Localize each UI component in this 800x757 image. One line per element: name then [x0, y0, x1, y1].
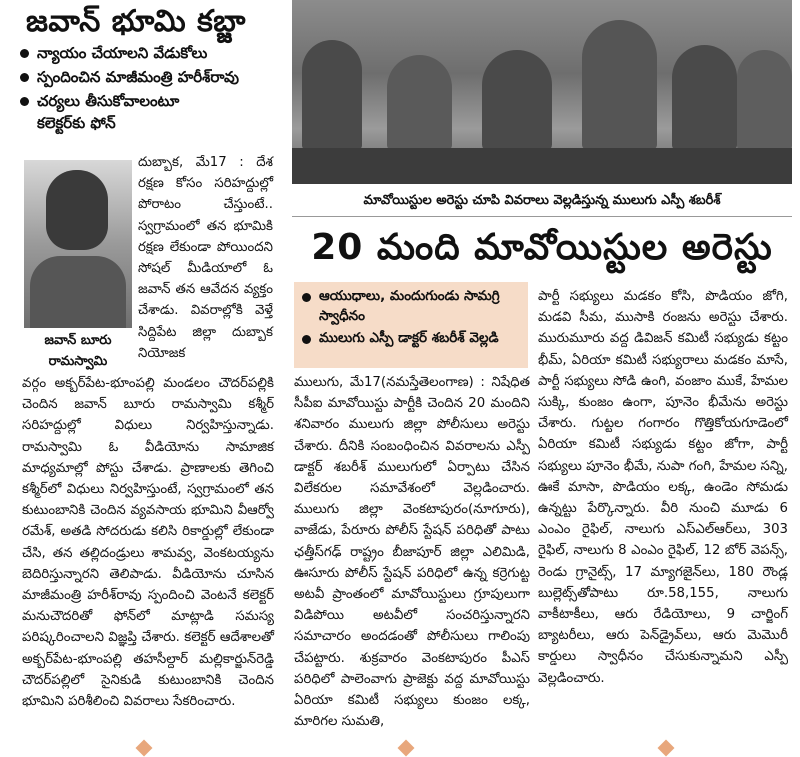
main-highlight-2 [294, 328, 528, 348]
left-bullets [18, 42, 278, 136]
left-bullet-3 [18, 90, 193, 134]
person-figure [672, 45, 737, 150]
portrait-caption-line1: జవాన్ బూరు [44, 333, 112, 348]
main-highlights [294, 282, 528, 368]
left-bullet-2-text: స్పందించిన మాజీమంత్రి హరీశ్‌రావు [37, 68, 239, 86]
person-figure [482, 50, 552, 150]
person-figure [302, 40, 362, 150]
left-bullet-1-text: న్యాయం చేయాలని వేడుకోలు [37, 44, 208, 62]
portrait-caption-line2: రామస్వామి [48, 354, 108, 369]
person-figure [737, 50, 792, 150]
left-bullet-3-text: చర్యలు తీసుకోవాలంటూ కలెక్టర్‌కు ఫోన్ [37, 92, 180, 132]
bullet-dot-icon [302, 335, 311, 344]
main-headline: 20 మంది మావోయిస్టుల అరెస్టు [311, 227, 773, 268]
person-figure [387, 55, 452, 150]
left-body-upper: దుబ్బాక, మే17 : దేశ రక్షణ కోసం సరిహద్దుల్లో పోరాటం చేస్తుంటే.. స్వగ్రామంలో తన భూమికి రక్షణ లేకుండా పోయిందని సోషల్ మీడియాలో ఓ జవాన్ తన ఆవేదన వ్యక్తం చేశాడు. వివరాల్లోకి వెళ్తే సిద్దిపేట జిల్లా దుబ్బాక నియోజక [138, 155, 273, 361]
portrait-head [46, 170, 108, 250]
main-highlight-2-text: ములుగు ఎస్పీ డాక్టర్ శబరీశ్ వెల్లడి [319, 330, 499, 346]
bullet-dot-icon [20, 97, 29, 106]
left-headline: జవాన్ భూమి కబ్జా [26, 4, 246, 39]
main-body-right: పార్టీ సభ్యులు మడకం కోసి, పొడియం జోగి, మడవి సీమ, ముసాకి రంజను అరెస్టు చేశారు. మురుమూరు వద్ద డివిజన్ కమిటీ సభ్యుడు కట్టం భీమ్, ఏరియా కమిటీ సభ్యురాలు మడకం మాసే, పార్టీ సభ్యులు సోడి ఉంగి, వంజాం ముకే, హేమల సుక్కి, కుంజం ఉంగా, పూనెం భీమేను అరెస్టు చేశారు. గుట్టల గంగారం గొత్తికోయగూడెంలో ఏరియా కమిటీ సభ్యుడు కట్టం జోగా, పార్టీ సభ్యులు పూనెం భీమే, నుపా గంగి, హేమల సన్ని, ఊకే మాసా, పొడియం లక్క, ఉండెం సోమడు ఉన్నట్టు పేర్కొన్నారు. వీరి నుంచి మూడు 6 ఎంఎం రైఫిల్, నాలుగు ఎస్ఎల్ఆర్‌లు, 303 రైఫిల్, నాలుగు 8 ఎంఎం రైఫిల్, 12 బోర్ వెపన్స్, రెండు గ్రానైట్స్, 17 మ్యాగజైన్‌లు, 180 రౌండ్ల బుల్లెట్స్‌తోపాటు రూ.58,155, నాలుగు వాకీటాకీలు, ఆరు రేడియోలు, 9 చార్జింగ్ బ్యాటరీలు, ఆరు పెన్‌డ్రైవ్‌లు, ఆరు మెమొరీ కార్డులు స్వాధీనం చేసుకున్నామని ఎస్పీ వెల్లడించారు. [538, 289, 788, 686]
jawan-portrait-photo [24, 160, 132, 328]
maoists-arrest-photo [292, 0, 792, 184]
main-photo-caption: మావోయిస్టుల అరెస్టు చూపి వివరాలు వెల్లడిస్తున్న ములుగు ఎస్పీ శబరీశ్ [292, 186, 792, 217]
portrait-caption [24, 330, 132, 372]
main-highlight-1 [294, 286, 528, 326]
left-body-lower: వర్గం అక్బర్‌పేట-భూంపల్లి మండలం చౌదర్‌పల్లికి చెందిన జవాన్ బూరు రామస్వామి కశ్మీర్ సరిహద్దుల్లో విధులు నిర్వహిస్తున్నాడు. రామస్వామి ఓ వీడియోను సామాజిక మాధ్యమాల్లో పోస్టు చేశాడు. ప్రాణాలకు తెగించి కశ్మీర్‌లో విధులు నిర్వహిస్తుంటే, స్వగ్రామంలో తన కుటుంబానికి చెందిన వ్యవసాయ భూమిని వీఆర్వో రమేశ్, అతడి సోదరుడు కలిసి రికార్డుల్లో లేకుండా చేసి, తన తల్లిదండ్రులు శామవ్వ, వెంకటయ్యను బెదిరిస్తున్నారని తెలిపాడు. వీడియోను చూసిన మాజీమంత్రి హరీశ్‌రావు స్పందించి వెంటనే కలెక్టర్ మనుచౌదరితో ఫోన్‌లో మాట్లాడి సమస్య పరిష్కరించాలని విజ్ఞప్తి చేశారు. కలెక్టర్ ఆదేశాలతో అక్బర్‌పేట-భూంపల్లి తహసీల్దార్ మల్లికార్జున్‌రెడ్డి చౌదర్‌పల్లిలో సైనికుడి కుటుంబానికి చెందిన భూమిని పరిశీలించి వివరాలు సేకరించారు. [22, 376, 274, 710]
main-highlight-1-text: ఆయుధాలు, మందుగుండు సామగ్రి స్వాధీనం [319, 288, 500, 324]
left-bullet-1 [18, 42, 278, 64]
bullet-dot-icon [20, 73, 29, 82]
portrait-body [30, 256, 126, 328]
seized-items-table [292, 148, 792, 184]
person-figure [582, 20, 657, 150]
bullet-dot-icon [302, 293, 311, 302]
main-body-middle: ములుగు, మే17(నమస్తేతెలంగాణ) : నిషేధిత సీపీఐ మావోయిస్టు పార్టీకి చెందిన 20 మందిని శనివారం ములుగు జిల్లా పోలీసులు అరెస్టు చేశారు. దీనికి సంబంధించిన వివరాలను ఎస్పీ డాక్టర్ శబరీశ్ ములుగులో ఏర్పాటు చేసిన విలేకరుల సమావేశంలో వెల్లడించారు. ములుగు జిల్లా వెంకటాపురం(నూగూరు), వాజేడు, పేరూరు పోలీస్ స్టేషన్ పరిధితో పాటు ఛత్తీస్‌గఢ్ రాష్ట్రం బీజాపూర్ జిల్లా ఎలిమిడి, ఊసూరు పోలీస్ స్టేషన్ పరిధిలో ఉన్న కర్రెగుట్ట అటవీ ప్రాంతంలో మావోయిస్టులు గ్రూపులుగా విడిపోయి అటవీలో సంచరిస్తున్నారని సమాచారం అందడంతో పోలీసులు గాలింపు చేపట్టారు. శుక్రవారం వెంకటాపురం పీఎస్ పరిధిలో పాలెంవాగు ప్రాజెక్టు వద్ద మావోయిస్టు ఏరియా కమిటీ సభ్యులు కుంజం లక్క, మారిగల సుమతి, [294, 375, 530, 730]
bullet-dot-icon [20, 49, 29, 58]
left-bullet-2 [18, 66, 278, 88]
